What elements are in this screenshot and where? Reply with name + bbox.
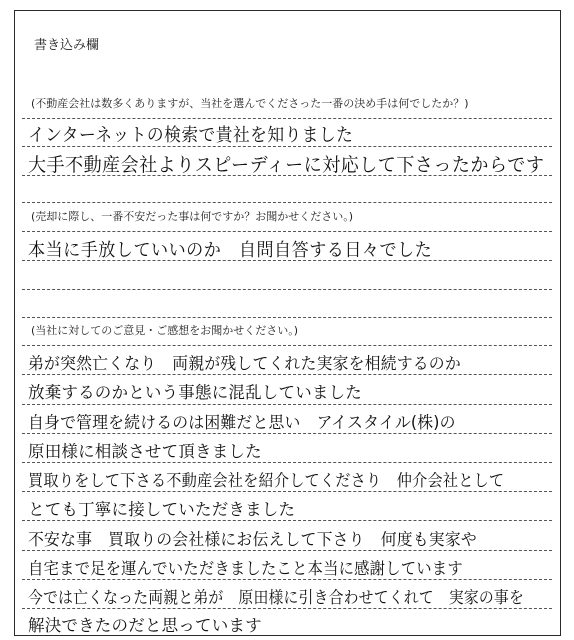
answer-line [22,579,552,580]
answer-3-line-3: 自身で管理を続けるのは困難だと思い アイスタイル(株)の [28,413,456,432]
answer-line [22,520,552,521]
answer-line [22,202,552,203]
answer-2-line-1: 本当に手放していいのか 自問自答する日々でした [28,240,433,261]
answer-line [22,404,552,405]
answer-3-line-5: 買取りをして下さる不動産会社を紹介してくださり 仲介会社として [28,471,505,490]
answer-3-line-4: 原田様に相談させて頂きました [28,442,262,461]
question-2: (売却に際し、一番不安だった事は何ですか？お聞かせください。) [31,210,354,223]
answer-3-line-10: 解決できたのだと思っています [28,616,262,635]
answer-line [22,260,552,261]
answer-line [22,118,552,119]
question-3: (当社に対してのご意見・ご感想をお聞かせください。) [31,324,299,337]
answer-3-line-9: 今では亡くなった両親と弟が 原田様に引き合わせてくれて 実家の事を [28,588,524,607]
answer-line [22,491,552,492]
answer-3-line-2: 放棄するのかという事態に混乱していました [28,383,362,402]
question-1: (不動産会社は数多くありますが、当社を選んでくださった一番の決め手は何でしたか？) [31,97,469,110]
answer-3-line-7: 不安な事 買取りの会社様にお伝えして下さり 何度も実家や [28,530,477,549]
answer-1-line-1: インターネットの検索で貴社を知りました [28,125,354,146]
answer-line [22,433,552,434]
answer-line [22,289,552,290]
answer-line [22,550,552,551]
answer-line [22,608,552,609]
answer-line [22,146,552,147]
answer-1-line-2: 大手不動産会社よりスピーディーに対応して下さったからです [28,154,545,176]
form-title: 書き込み欄 [34,38,100,53]
answer-line [22,231,552,232]
answer-3-line-8: 自宅まで足を運んでいただきましたこと本当に感謝しています [28,559,463,578]
answer-line [22,374,552,375]
answer-3-line-1: 弟が突然亡くなり 両親が残してくれた実家を相続するのか [28,354,461,373]
answer-line [22,462,552,463]
answer-3-line-6: とても丁寧に接していただきました [28,500,296,519]
answer-line [22,175,552,176]
answer-line [22,317,552,318]
answer-line [22,345,552,346]
